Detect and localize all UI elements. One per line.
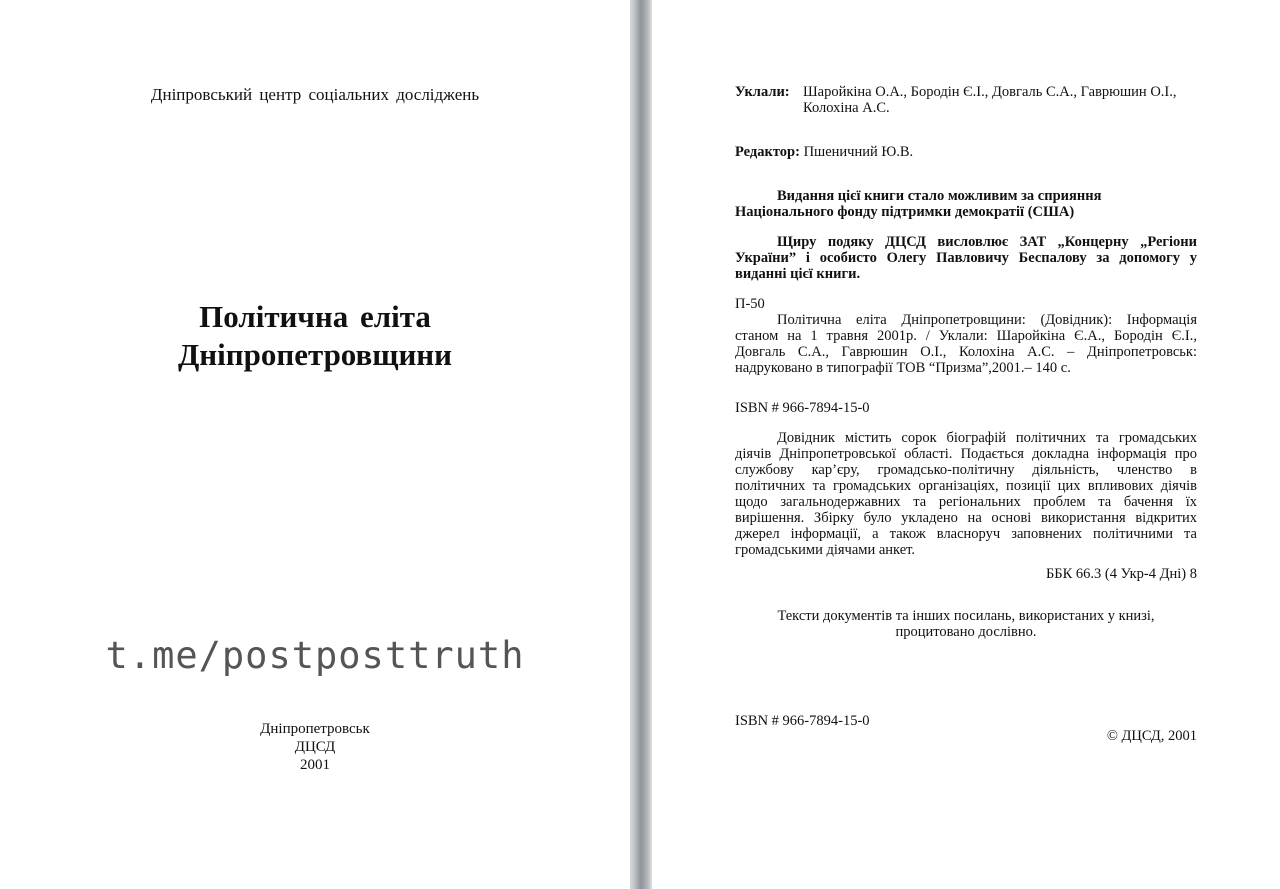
book-title-line-1: Політична еліта: [199, 299, 431, 334]
catalog-code: П-50: [735, 296, 765, 312]
book-description: Довідник містить сорок біографій політичних та громадських діячів Дніпропетровської області. Подається докладна інформація про службову кар’єру, громадсько-політичну діяльність, членство в політичних та громадських організаціях, позиції цих впливових діячів щодо загальнодержавних та регіональних проблем та бачення їх вирішення. Збірку було укладено на основі використання відкритих джерел інформації, а також власноруч заповнених політичними та громадськими діячами анкет.: [735, 430, 1197, 558]
authors-label: Уклали:: [735, 84, 790, 100]
imprint-year: 2001: [300, 757, 330, 773]
page-gutter: [630, 0, 652, 889]
book-title: [0, 298, 630, 374]
authors-value: Шаройкіна О.А., Бородін Є.І., Довгаль С.А., Гаврюшин О.І., Колохіна А.С.: [803, 84, 1177, 116]
quotation-note-line-2: процитовано дослівно.: [895, 624, 1037, 640]
right-page: [652, 0, 1280, 889]
isbn-bottom: ISBN # 966-7894-15-0: [735, 713, 870, 729]
bibliographic-entry: Політична еліта Дніпропетровщини: (Довідник): Інформація станом на 1 травня 2001р. / Уклали: Шаройкіна Є.А., Бородін Є.І., Довгаль С.А., Гаврюшин О.І., Колохіна А.С. – Дніпропетровськ: надруковано в типографії ТОВ “Призма”,2001.– 140 с.: [735, 312, 1197, 376]
imprint-city: Дніпропетровськ: [260, 721, 370, 737]
watermark-text: t.me/postposttruth: [105, 634, 525, 677]
editor-line: [735, 144, 1205, 160]
book-title-line-2: Дніпропетровщини: [177, 337, 453, 372]
support-note: Видання цієї книги стало можливим за сприяння Національного фонду підтримки демократії (США): [735, 188, 1102, 220]
left-page: [0, 0, 630, 889]
isbn-top: ISBN # 966-7894-15-0: [735, 400, 870, 416]
copyright-line: © ДЦСД, 2001: [1106, 728, 1197, 744]
quotation-note: [735, 608, 1197, 640]
authors-block: [735, 84, 1205, 116]
thanks-note: Щиру подяку ДЦСД висловлює ЗАТ „Концерну „Регіони України” і особисто Олегу Павловичу Беспалову за допомогу у виданні цієї книги.: [735, 234, 1197, 282]
quotation-note-line-1: Тексти документів та інших посилань, використаних у книзі,: [777, 608, 1155, 624]
imprint: [0, 720, 630, 774]
bbk-code: ББК 66.3 (4 Укр-4 Дні) 8: [1045, 566, 1197, 582]
imprint-publisher: ДЦСД: [294, 739, 336, 755]
editor-label: Редактор:: [735, 144, 800, 160]
editor-value: Пшеничний Ю.В.: [803, 144, 914, 160]
organization-name: Дніпровський центр соціальних досліджень: [150, 85, 480, 104]
